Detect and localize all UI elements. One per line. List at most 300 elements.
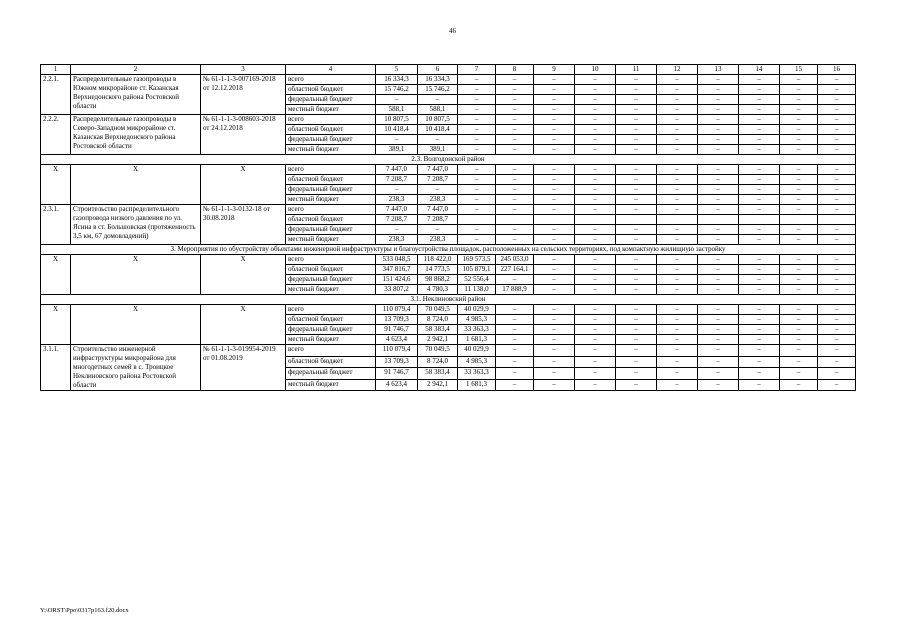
amount-cell: –: [739, 368, 780, 380]
amount-cell: 7 208,7: [376, 175, 418, 185]
amount-cell: 15 746,2: [376, 85, 418, 95]
amount-cell: –: [739, 95, 780, 105]
amount-cell: –: [780, 105, 818, 115]
amount-cell: –: [458, 205, 496, 215]
amount-cell: –: [739, 75, 780, 85]
amount-cell: –: [780, 368, 818, 380]
amount-cell: –: [657, 95, 698, 105]
amount-cell: [739, 215, 780, 225]
amount-cell: –: [616, 305, 657, 315]
column-number-cell: 8: [496, 65, 534, 75]
amount-cell: –: [657, 275, 698, 285]
amount-cell: –: [739, 115, 780, 125]
budget-source-label: всего: [286, 345, 376, 357]
amount-cell: –: [616, 175, 657, 185]
amount-cell: –: [616, 368, 657, 380]
amount-cell: 91 746,7: [376, 368, 418, 380]
amount-cell: [780, 215, 818, 225]
amount-cell: –: [780, 265, 818, 275]
budget-source-label: всего: [286, 305, 376, 315]
amount-cell: 7 447,0: [418, 165, 458, 175]
item-code: 2.3.1.: [41, 205, 71, 245]
amount-cell: –: [616, 285, 657, 295]
item-document: № 61-1-1-3-0132-18 от 30.08.2018: [201, 205, 286, 245]
amount-cell: –: [657, 235, 698, 245]
amount-cell: 33 363,3: [458, 368, 496, 380]
amount-cell: –: [534, 255, 575, 265]
amount-cell: –: [496, 125, 534, 135]
amount-cell: –: [616, 345, 657, 357]
amount-cell: –: [616, 315, 657, 325]
amount-cell: –: [458, 235, 496, 245]
item-code: 3.1.1.: [41, 345, 71, 391]
amount-cell: –: [739, 285, 780, 295]
amount-cell: –: [496, 275, 534, 285]
amount-cell: –: [534, 275, 575, 285]
item-document: Х: [201, 255, 286, 295]
amount-cell: –: [616, 195, 657, 205]
table-row: [41, 305, 856, 315]
amount-cell: –: [616, 356, 657, 368]
amount-cell: –: [818, 225, 856, 235]
item-code: 2.2.1.: [41, 75, 71, 115]
amount-cell: –: [534, 145, 575, 155]
amount-cell: [698, 215, 739, 225]
amount-cell: –: [496, 335, 534, 345]
amount-cell: –: [496, 325, 534, 335]
budget-source-label: областной бюджет: [286, 315, 376, 325]
amount-cell: –: [739, 275, 780, 285]
item-name: Х: [71, 255, 201, 295]
amount-cell: –: [657, 115, 698, 125]
amount-cell: 533 048,5: [376, 255, 418, 265]
item-document: № 61-1-1-3-008603-2018 от 24.12.2018: [201, 115, 286, 155]
amount-cell: –: [418, 185, 458, 195]
amount-cell: 1 681,3: [458, 379, 496, 391]
amount-cell: –: [698, 315, 739, 325]
amount-cell: 8 724,0: [418, 315, 458, 325]
budget-source-label: местный бюджет: [286, 285, 376, 295]
amount-cell: –: [418, 135, 458, 145]
amount-cell: –: [496, 305, 534, 315]
amount-cell: –: [818, 345, 856, 357]
section-heading: 3.1. Неклиновский район: [41, 295, 856, 305]
item-name: Распределительные газопроводы в Южном микрорайоне ст. Казанская Верхнедонского района Ростовской области: [71, 75, 201, 115]
item-name: Строительство инженерной инфраструктуры микрорайона для многодетных семей в с. Троицкое Неклиновского района Ростовской области: [71, 345, 201, 391]
item-name: Х: [71, 165, 201, 205]
amount-cell: 588,1: [376, 105, 418, 115]
amount-cell: –: [496, 185, 534, 195]
amount-cell: –: [496, 145, 534, 155]
column-number-cell: 5: [376, 65, 418, 75]
amount-cell: –: [575, 315, 616, 325]
amount-cell: –: [657, 285, 698, 295]
budget-source-label: областной бюджет: [286, 125, 376, 135]
amount-cell: 169 573,5: [458, 255, 496, 265]
amount-cell: –: [616, 265, 657, 275]
amount-cell: –: [780, 335, 818, 345]
amount-cell: 2 942,1: [418, 379, 458, 391]
amount-cell: –: [575, 135, 616, 145]
budget-source-label: областной бюджет: [286, 356, 376, 368]
amount-cell: –: [818, 379, 856, 391]
amount-cell: –: [698, 195, 739, 205]
amount-cell: [657, 215, 698, 225]
amount-cell: –: [698, 135, 739, 145]
column-number-cell: 7: [458, 65, 496, 75]
amount-cell: –: [818, 95, 856, 105]
amount-cell: –: [616, 75, 657, 85]
amount-cell: –: [818, 205, 856, 215]
amount-cell: 2 942,1: [418, 335, 458, 345]
amount-cell: [616, 215, 657, 225]
amount-cell: 7 447,0: [418, 205, 458, 215]
amount-cell: –: [458, 75, 496, 85]
amount-cell: –: [780, 205, 818, 215]
amount-cell: –: [739, 235, 780, 245]
file-path-footer: Y:\ORST\Ppo\0317p163.f20.docx: [40, 607, 129, 614]
amount-cell: 13 709,3: [376, 315, 418, 325]
amount-cell: –: [575, 275, 616, 285]
amount-cell: –: [616, 325, 657, 335]
amount-cell: –: [698, 335, 739, 345]
amount-cell: –: [818, 275, 856, 285]
budget-source-label: всего: [286, 255, 376, 265]
amount-cell: –: [657, 125, 698, 135]
amount-cell: 110 079,4: [376, 345, 418, 357]
amount-cell: –: [616, 95, 657, 105]
amount-cell: –: [739, 265, 780, 275]
item-code: Х: [41, 305, 71, 345]
amount-cell: –: [458, 175, 496, 185]
amount-cell: –: [458, 95, 496, 105]
amount-cell: –: [698, 356, 739, 368]
amount-cell: –: [739, 335, 780, 345]
amount-cell: –: [698, 95, 739, 105]
amount-cell: –: [739, 379, 780, 391]
amount-cell: –: [698, 345, 739, 357]
amount-cell: –: [657, 379, 698, 391]
amount-cell: –: [657, 205, 698, 215]
table-body: [41, 65, 856, 391]
amount-cell: 4 623,4: [376, 379, 418, 391]
amount-cell: –: [496, 205, 534, 215]
amount-cell: –: [575, 195, 616, 205]
item-document: Х: [201, 165, 286, 205]
amount-cell: –: [534, 356, 575, 368]
amount-cell: 98 868,2: [418, 275, 458, 285]
amount-cell: –: [534, 135, 575, 145]
amount-cell: 33 363,3: [458, 325, 496, 335]
amount-cell: –: [739, 356, 780, 368]
amount-cell: –: [575, 368, 616, 380]
amount-cell: –: [780, 275, 818, 285]
amount-cell: –: [780, 305, 818, 315]
column-number-cell: 9: [534, 65, 575, 75]
column-number-cell: 16: [818, 65, 856, 75]
amount-cell: –: [458, 165, 496, 175]
amount-cell: [458, 215, 496, 225]
amount-cell: –: [780, 115, 818, 125]
budget-source-label: всего: [286, 75, 376, 85]
amount-cell: –: [657, 145, 698, 155]
amount-cell: –: [575, 265, 616, 275]
amount-cell: –: [376, 95, 418, 105]
amount-cell: –: [780, 145, 818, 155]
amount-cell: –: [657, 255, 698, 265]
amount-cell: 4 623,4: [376, 335, 418, 345]
amount-cell: –: [739, 165, 780, 175]
column-number-cell: 1: [41, 65, 71, 75]
amount-cell: –: [575, 85, 616, 95]
amount-cell: –: [496, 75, 534, 85]
amount-cell: –: [575, 235, 616, 245]
amount-cell: 58 383,4: [418, 368, 458, 380]
amount-cell: –: [418, 225, 458, 235]
amount-cell: –: [657, 368, 698, 380]
amount-cell: –: [376, 135, 418, 145]
amount-cell: –: [780, 255, 818, 265]
amount-cell: –: [698, 205, 739, 215]
amount-cell: –: [534, 115, 575, 125]
amount-cell: [496, 215, 534, 225]
amount-cell: 17 888,9: [496, 285, 534, 295]
column-number-cell: 3: [201, 65, 286, 75]
amount-cell: –: [534, 225, 575, 235]
amount-cell: –: [496, 356, 534, 368]
amount-cell: –: [818, 356, 856, 368]
amount-cell: –: [657, 135, 698, 145]
amount-cell: –: [698, 105, 739, 115]
budget-source-label: всего: [286, 115, 376, 125]
amount-cell: –: [818, 368, 856, 380]
amount-cell: –: [534, 125, 575, 135]
column-number-cell: 4: [286, 65, 376, 75]
amount-cell: –: [575, 105, 616, 115]
amount-cell: –: [534, 265, 575, 275]
amount-cell: –: [418, 95, 458, 105]
amount-cell: –: [657, 175, 698, 185]
section-heading-row: [41, 295, 856, 305]
amount-cell: –: [780, 75, 818, 85]
amount-cell: –: [739, 125, 780, 135]
amount-cell: –: [575, 95, 616, 105]
amount-cell: –: [496, 85, 534, 95]
amount-cell: 70 049,5: [418, 345, 458, 357]
amount-cell: 40 029,9: [458, 345, 496, 357]
column-number-cell: 13: [698, 65, 739, 75]
amount-cell: –: [575, 115, 616, 125]
amount-cell: 238,3: [418, 235, 458, 245]
budget-source-label: местный бюджет: [286, 105, 376, 115]
amount-cell: 16 334,3: [418, 75, 458, 85]
amount-cell: –: [698, 165, 739, 175]
amount-cell: –: [657, 75, 698, 85]
item-code: 2.2.2.: [41, 115, 71, 155]
amount-cell: –: [739, 205, 780, 215]
amount-cell: –: [575, 305, 616, 315]
amount-cell: 389,1: [376, 145, 418, 155]
amount-cell: 151 424,6: [376, 275, 418, 285]
amount-cell: –: [616, 335, 657, 345]
amount-cell: 238,3: [376, 235, 418, 245]
amount-cell: –: [698, 225, 739, 235]
amount-cell: –: [780, 135, 818, 145]
amount-cell: –: [496, 135, 534, 145]
amount-cell: 4 985,3: [458, 356, 496, 368]
table-row: [41, 115, 856, 125]
amount-cell: [575, 215, 616, 225]
amount-cell: –: [575, 145, 616, 155]
amount-cell: –: [534, 235, 575, 245]
amount-cell: –: [616, 165, 657, 175]
budget-source-label: местный бюджет: [286, 195, 376, 205]
amount-cell: –: [616, 85, 657, 95]
amount-cell: 7 208,7: [418, 215, 458, 225]
column-number-cell: 10: [575, 65, 616, 75]
amount-cell: –: [458, 195, 496, 205]
amount-cell: –: [575, 379, 616, 391]
amount-cell: 70 049,5: [418, 305, 458, 315]
amount-cell: –: [780, 175, 818, 185]
amount-cell: 10 418,4: [418, 125, 458, 135]
budget-source-label: областной бюджет: [286, 265, 376, 275]
amount-cell: –: [739, 315, 780, 325]
column-number-row: [41, 65, 856, 75]
amount-cell: –: [780, 165, 818, 175]
amount-cell: –: [616, 125, 657, 135]
amount-cell: 105 879,1: [458, 265, 496, 275]
section-heading: 3. Мероприятия по обустройству объектами инженерной инфраструктуры и благоустройства площадок, расположенных на сельских территориях, под компактную жилищную застройку: [41, 245, 856, 255]
amount-cell: –: [657, 315, 698, 325]
amount-cell: –: [818, 305, 856, 315]
amount-cell: –: [616, 145, 657, 155]
amount-cell: –: [534, 185, 575, 195]
amount-cell: –: [698, 255, 739, 265]
budget-source-label: федеральный бюджет: [286, 135, 376, 145]
amount-cell: –: [818, 285, 856, 295]
page-number: 46: [449, 27, 456, 35]
amount-cell: –: [818, 335, 856, 345]
amount-cell: 389,1: [418, 145, 458, 155]
table-row: [41, 205, 856, 215]
amount-cell: –: [818, 265, 856, 275]
amount-cell: –: [739, 195, 780, 205]
amount-cell: –: [780, 345, 818, 357]
amount-cell: –: [739, 225, 780, 235]
amount-cell: –: [657, 345, 698, 357]
amount-cell: 110 079,4: [376, 305, 418, 315]
amount-cell: 7 208,7: [376, 215, 418, 225]
amount-cell: –: [575, 335, 616, 345]
amount-cell: –: [496, 235, 534, 245]
amount-cell: –: [780, 125, 818, 135]
table-row: [41, 165, 856, 175]
budget-source-label: областной бюджет: [286, 215, 376, 225]
amount-cell: –: [575, 125, 616, 135]
amount-cell: –: [818, 115, 856, 125]
amount-cell: –: [534, 285, 575, 295]
amount-cell: –: [575, 165, 616, 175]
amount-cell: –: [818, 315, 856, 325]
amount-cell: –: [818, 175, 856, 185]
amount-cell: –: [534, 305, 575, 315]
amount-cell: –: [698, 325, 739, 335]
amount-cell: –: [534, 315, 575, 325]
amount-cell: –: [534, 335, 575, 345]
budget-source-label: местный бюджет: [286, 335, 376, 345]
amount-cell: –: [496, 345, 534, 357]
column-number-cell: 14: [739, 65, 780, 75]
amount-cell: –: [657, 265, 698, 275]
amount-cell: –: [739, 105, 780, 115]
amount-cell: –: [698, 379, 739, 391]
amount-cell: –: [458, 145, 496, 155]
amount-cell: –: [616, 135, 657, 145]
item-document: № 61-1-1-3-007169-2018 от 12.12.2018: [201, 75, 286, 115]
amount-cell: –: [458, 125, 496, 135]
budget-source-label: федеральный бюджет: [286, 275, 376, 285]
amount-cell: –: [698, 265, 739, 275]
amount-cell: –: [780, 379, 818, 391]
amount-cell: –: [818, 235, 856, 245]
amount-cell: –: [534, 85, 575, 95]
amount-cell: 4 985,3: [458, 315, 496, 325]
amount-cell: –: [575, 285, 616, 295]
amount-cell: –: [780, 235, 818, 245]
amount-cell: –: [534, 165, 575, 175]
amount-cell: –: [657, 165, 698, 175]
amount-cell: –: [616, 115, 657, 125]
item-name: Распределительные газопроводы в Северо-Западном микрорайоне ст. Казанская Верхнедонского района Ростовской области: [71, 115, 201, 155]
amount-cell: –: [698, 368, 739, 380]
amount-cell: –: [698, 85, 739, 95]
amount-cell: 7 208,7: [418, 175, 458, 185]
section-heading-row: [41, 155, 856, 165]
amount-cell: –: [575, 356, 616, 368]
amount-cell: –: [534, 379, 575, 391]
amount-cell: –: [739, 135, 780, 145]
amount-cell: –: [458, 105, 496, 115]
amount-cell: –: [818, 185, 856, 195]
amount-cell: 10 807,5: [418, 115, 458, 125]
amount-cell: –: [534, 95, 575, 105]
amount-cell: 8 724,0: [418, 356, 458, 368]
amount-cell: –: [780, 285, 818, 295]
item-code: Х: [41, 165, 71, 205]
amount-cell: –: [458, 185, 496, 195]
amount-cell: 245 053,0: [496, 255, 534, 265]
amount-cell: –: [657, 195, 698, 205]
amount-cell: 52 556,4: [458, 275, 496, 285]
amount-cell: –: [739, 305, 780, 315]
amount-cell: –: [496, 379, 534, 391]
amount-cell: [534, 215, 575, 225]
budget-source-label: областной бюджет: [286, 85, 376, 95]
amount-cell: –: [657, 85, 698, 95]
amount-cell: –: [534, 195, 575, 205]
amount-cell: –: [818, 325, 856, 335]
budget-source-label: федеральный бюджет: [286, 368, 376, 380]
amount-cell: –: [496, 315, 534, 325]
budget-table: [40, 64, 856, 391]
amount-cell: –: [818, 125, 856, 135]
amount-cell: –: [818, 255, 856, 265]
amount-cell: –: [575, 225, 616, 235]
amount-cell: 238,3: [418, 195, 458, 205]
amount-cell: 4 780,3: [418, 285, 458, 295]
amount-cell: –: [818, 195, 856, 205]
